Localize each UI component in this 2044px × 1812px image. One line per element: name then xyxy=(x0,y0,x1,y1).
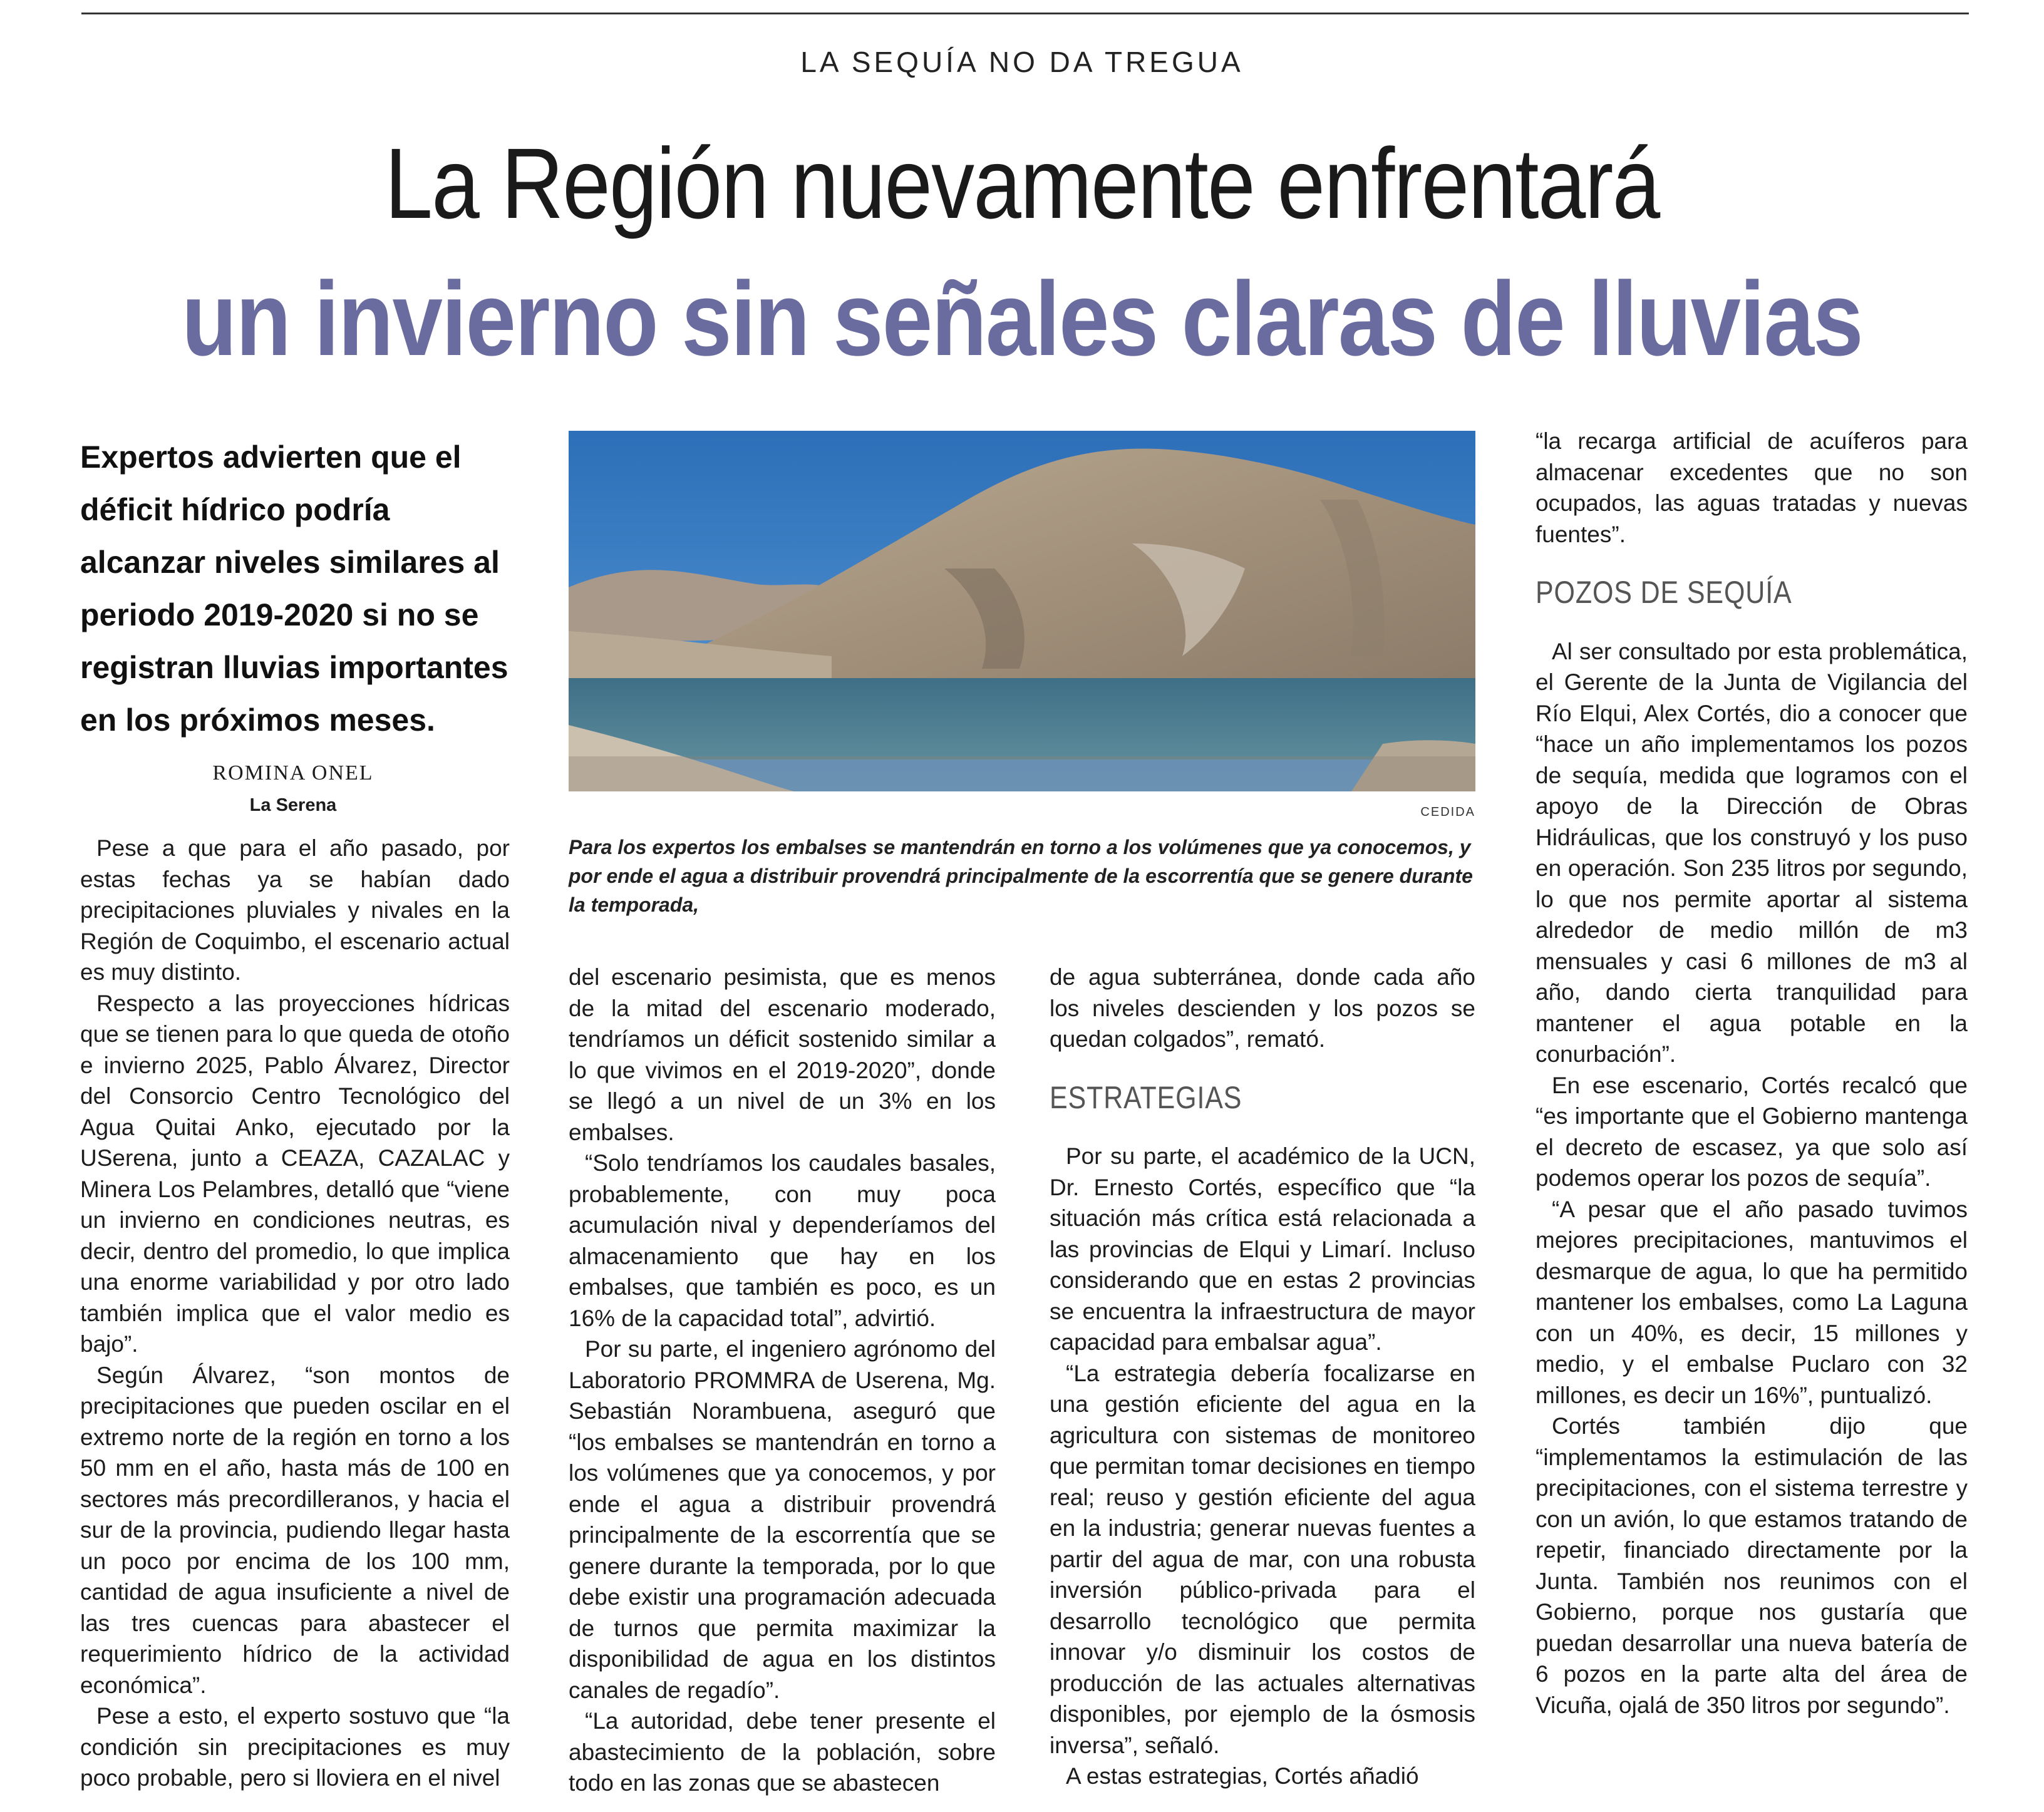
paragraph: Por su parte, el académico de la UCN, Dr. Ernesto Cortés, específico que “la situación más crítica está relacionada a las provincias de Elqui y Limarí. Incluso considerando que en estas 2 provincias se encuentra la infraestructura de mayor capacidad para embalsar agua”. xyxy=(1050,1143,1475,1355)
subheading-estrategias: ESTRATEGIAS xyxy=(1050,1079,1242,1115)
kicker: LA SEQUÍA NO DA TREGUA xyxy=(800,46,1244,78)
paragraph: En ese escenario, Cortés recalcó que “es importante que el Gobierno mantenga el decreto de escasez, ya que solo así podemos operar los pozos de sequía”. xyxy=(1536,1072,1968,1191)
paragraph: Al ser consultado por esta problemática, el Gerente de la Junta de Vigilancia del Río Elqui, Alex Cortés, dio a conocer que “hace un año implementamos los pozos de sequía, medida que logramos con el apoyo de la Dirección de Obras Hidráulicas, que los construyó y los puso en operación. Son 235 litros por segundo, lo que nos permite aportar al sistema alrededor de medio millón de m3 mensuales y casi 6 millones de m3 al año, dando cierta tranquilidad para mantener el agua potable en la conurbación”. xyxy=(1536,638,1968,1067)
paragraph: “Solo tendríamos los caudales basales, probablemente, con muy poca acumulación nival y dependeríamos del almacenamiento que hay en los embalses, que también es poco, es un 16% de la capacidad total”, advirtió. xyxy=(569,1150,996,1331)
paragraph: “La autoridad, debe tener presente el abastecimiento de la población, sobre todo en las zonas que se abastecen xyxy=(569,1708,996,1796)
byline-place: La Serena xyxy=(249,795,337,815)
paragraph: A estas estrategias, Cortés añadió xyxy=(1066,1763,1419,1789)
photo-caption: Para los expertos los embalses se mantendrán en torno a los volúmenes que ya conocemos, y por ende el agua a distribuir provendrá principalmente de la escorrentía que se genere durante la temporada, xyxy=(569,836,1473,916)
article-column-2 xyxy=(569,962,996,1799)
article-column-1 xyxy=(80,833,510,1794)
lead-paragraph: Expertos advierten que el déficit hídrico podría alcanzar niveles similares al periodo 2019-2020 si no se registran lluvias importantes en los próximos meses. xyxy=(80,440,508,738)
paragraph: “la recarga artificial de acuíferos para almacenar excedentes que no son ocupados, las aguas tratadas y nuevas fuentes”. xyxy=(1536,428,1968,547)
top-rule xyxy=(81,13,1969,14)
byline-author: ROMINA ONEL xyxy=(212,761,374,785)
reservoir-photo-illustration xyxy=(569,431,1475,791)
article-column-3 xyxy=(1050,962,1475,1792)
paragraph: Según Álvarez, “son montos de precipitaciones que pueden oscilar en el extremo norte de la región en torno a los 50 mm en el año, hasta más de 100 en sectores más precordilleranos, y hacia el sur de la provincia, pudiendo llegar hasta un poco por encima de los 100 mm, cantidad de agua insuficiente a nivel de las tres cuencas para abastecer el requerimiento hídrico de la actividad económica”. xyxy=(80,1362,510,1698)
paragraph: del escenario pesimista, que es menos de la mitad del escenario moderado, tendríamos un déficit sostenido similar a lo que vivimos en el 2019-2020”, donde se llegó a un nivel de un 3% en los embalses. xyxy=(569,964,996,1145)
paragraph: de agua subterránea, donde cada año los niveles descienden y los pozos se quedan colgados”, remató. xyxy=(1050,964,1475,1052)
headline-line-2: un invierno sin señales claras de lluvias xyxy=(182,260,1862,378)
paragraph: Respecto a las proyecciones hídricas que se tienen para lo que queda de otoño e invierno 2025, Pablo Álvarez, Director del Consorcio Centro Tecnológico del Agua Quitai Anko, ejecutado por la USerena, junto a CEAZA, CAZALAC y Minera Los Pelambres, detalló que “viene un invierno en condiciones neutras, es decir, dentro del promedio, lo que implica una enorme variabilidad y por otro lado también implica que el valor medio es bajo”. xyxy=(80,990,510,1357)
subheading-pozos-de-sequia: POZOS DE SEQUÍA xyxy=(1536,575,1792,610)
headline-line-1: La Región nuevamente enfrentará xyxy=(385,127,1659,239)
paragraph: Por su parte, el ingeniero agrónomo del Laboratorio PROMMRA de Userena, Mg. Sebastián Norambuena, aseguró que “los embalses se mantendrán en torno a los volúmenes que ya conocemos, y por ende el agua a distribuir provendrá principalmente de la escorrentía que se genere durante la temporada, por lo que debe existir una programación adecuada de turnos que permita maximizar la disponibilidad de agua en los distintos canales de regadío”. xyxy=(569,1336,996,1703)
paragraph: “La estrategia debería focalizarse en una gestión eficiente del agua en la agricultura con sistemas de monitoreo que permitan tomar decisiones en tiempo real; reuso y gestión eficiente del agua en la industria; generar nuevas fuentes a partir del agua de mar, con una robusta inversión público-privada para el desarrollo tecnológico que permita innovar y/o disminuir los costos de producción de las actuales alternativas disponibles, por ejemplo de la ósmosis inversa”, señaló. xyxy=(1050,1360,1475,1758)
reservoir-photo xyxy=(569,431,1475,791)
article-column-4 xyxy=(1536,426,1968,1721)
paragraph: “A pesar que el año pasado tuvimos mejores precipitaciones, mantuvimos el desmarque de agua, lo que ha permitido mantener los embalses, como La Laguna con un 40%, es decir, 15 millones y medio, y el embalse Puclaro con 32 millones, es decir un 16%”, puntualizó. xyxy=(1536,1196,1968,1408)
paragraph: Pese a esto, el experto sostuvo que “la condición sin precipitaciones es muy poco probable, pero si lloviera en el nivel xyxy=(80,1703,510,1791)
paragraph: Cortés también dijo que “implementamos la estimulación de las precipitaciones, con el sistema terrestre y con un avión, lo que estamos tratando de repetir, financiado directamente por la Junta. También nos reunimos con el Gobierno, porque nos gustaría que puedan desarrollar una nueva batería de 6 pozos en la parte alta del área de Vicuña, ojalá de 350 litros por segundo”. xyxy=(1536,1413,1968,1718)
photo-credit: CEDIDA xyxy=(1420,805,1475,819)
paragraph: Pese a que para el año pasado, por estas fechas ya se habían dado precipitaciones pluviales y nivales en la Región de Coquimbo, el escenario actual es muy distinto. xyxy=(80,835,510,985)
